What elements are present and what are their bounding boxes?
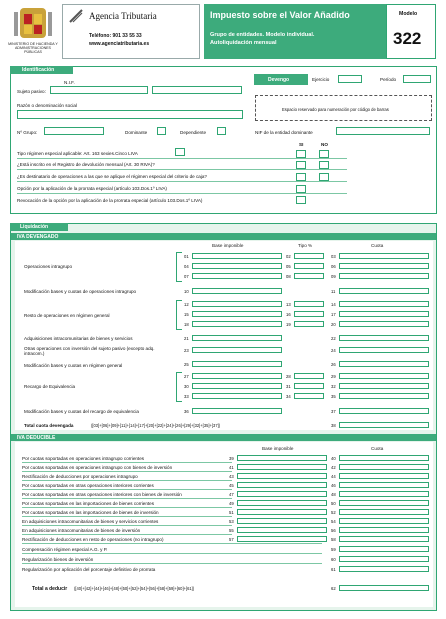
box-20-label: 20 (331, 322, 336, 327)
box-58-label: 58 (331, 537, 336, 542)
ded-row-label: Por cuotas soportadas en las importaciones de bienes corrientes (22, 501, 155, 506)
form-subtitle-2: Autoliquidación mensual (210, 40, 277, 46)
barcode-area (255, 95, 432, 121)
dominante-checkbox[interactable] (157, 127, 166, 135)
box-49-input[interactable] (237, 500, 327, 506)
box-32-label: 32 (331, 384, 336, 389)
box-61-input[interactable] (339, 566, 429, 572)
ejercicio-label: Ejercicio (312, 77, 330, 82)
tipo-regimen-input[interactable] (175, 148, 185, 156)
recargo-label: Recargo de Equivalencia (24, 384, 76, 389)
identificacion-title: Identificación (10, 66, 73, 74)
box-21-label: 21 (184, 336, 189, 341)
op-intragrupo-bracket (176, 252, 182, 282)
nif-input[interactable] (50, 86, 148, 94)
form-title-box (204, 4, 386, 59)
box-07-label: 07 (184, 274, 189, 279)
model-label: Modelo (399, 11, 418, 17)
inscrito-no-checkbox[interactable] (319, 150, 329, 158)
total-devengada-formula: ([03]+[06]+[09]+[11]+[14]+[17]+[20]+[22]+[24]+[26]+[29]+[32]+[35]+[37]) (91, 423, 221, 428)
box-52-label: 52 (331, 510, 336, 515)
dependiente-checkbox[interactable] (217, 127, 226, 135)
coat-of-arms-icon (8, 6, 58, 40)
box-38-label: 38 (331, 423, 336, 428)
ejercicio-input[interactable] (338, 75, 362, 83)
box-13-label: 13 (286, 302, 291, 307)
box-38-input[interactable] (339, 422, 429, 428)
box-31-label: 31 (286, 384, 291, 389)
box-56-label: 56 (331, 528, 336, 533)
ministry-name: MINISTERIO DE HACIENDA Y ADMINISTRACIONES PÚBLICAS (8, 42, 58, 55)
box-39-input[interactable] (237, 455, 327, 461)
form-title: Impuesto sobre el Valor Añadido (210, 10, 350, 20)
box-10-input[interactable] (192, 288, 282, 294)
box-22-input[interactable] (339, 335, 429, 341)
box-47-input[interactable] (237, 491, 327, 497)
iva-deducible-header: IVA DEDUCIBLE (11, 434, 436, 441)
box-06-label: 06 (331, 264, 336, 269)
nif-dominante-label: NIF de la entidad dominante (255, 130, 313, 135)
razon-social-input[interactable] (17, 110, 243, 119)
box-11-input[interactable] (339, 288, 429, 294)
box-39-label: 39 (229, 456, 234, 461)
box-47-label: 47 (229, 492, 234, 497)
devengo-label: Devengo (254, 74, 308, 85)
box-11-label: 11 (331, 289, 336, 294)
ded-cuota-header: Cuota (371, 446, 384, 451)
box-60-input[interactable] (339, 556, 429, 562)
box-55-label: 55 (229, 528, 234, 533)
iva-devengado-header: IVA DEVENGADO (11, 233, 436, 240)
box-19-input[interactable] (294, 321, 324, 327)
operaciones-intragrupo-label: Operaciones intragrupo (24, 264, 73, 269)
box-04-input[interactable] (192, 263, 282, 269)
box-48-label: 48 (331, 492, 336, 497)
box-03-input[interactable] (339, 253, 429, 259)
ded-base-header: Base imponible (262, 446, 294, 451)
ded-row-label: Por cuotas soportadas en otras operaciones interiores corrientes (22, 483, 154, 488)
box-34-label: 34 (286, 394, 291, 399)
box-32-input[interactable] (339, 383, 429, 389)
barcode-note: Espacio reservado para numeración por código de barras (282, 107, 389, 112)
box-50-label: 50 (331, 501, 336, 506)
box-33-input[interactable] (192, 393, 282, 399)
box-06-input[interactable] (339, 263, 429, 269)
box-05-input[interactable] (294, 263, 324, 269)
box-05-label: 05 (286, 264, 291, 269)
box-59-label: 59 (331, 547, 336, 552)
box-08-label: 08 (286, 274, 291, 279)
box-40-input[interactable] (339, 455, 429, 461)
nif-label: N.I.F. (64, 80, 75, 85)
box-03-label: 03 (331, 254, 336, 259)
box-26-label: 26 (331, 362, 336, 367)
destinatario-si-checkbox[interactable] (296, 161, 306, 169)
box-45-input[interactable] (237, 482, 327, 488)
box-49-label: 49 (229, 501, 234, 506)
razon-social-label: Razón o denominación social (17, 103, 78, 108)
box-36-label: 36 (184, 409, 189, 414)
box-56-input[interactable] (339, 527, 429, 533)
dominante-label: Dominante (125, 130, 148, 135)
box-50-input[interactable] (339, 500, 429, 506)
si-header: SI (299, 142, 304, 147)
box-12-input[interactable] (192, 301, 282, 307)
otras-operaciones-label: Otras operaciones con inversión del sujeto pasivo (excepto adq. intracom.) (24, 346, 155, 356)
box-02-label: 02 (286, 254, 291, 259)
total-devengada-label: Total cuota devengada (24, 423, 74, 428)
box-44-input[interactable] (339, 473, 429, 479)
opcion-prorrata-si-checkbox[interactable] (296, 185, 306, 193)
box-22-label: 22 (331, 336, 336, 341)
box-07-input[interactable] (192, 273, 282, 279)
box-02-input[interactable] (294, 253, 324, 259)
box-61-label: 61 (331, 567, 336, 572)
box-51-label: 51 (229, 510, 234, 515)
box-17-input[interactable] (339, 311, 429, 317)
box-62-input[interactable] (339, 585, 429, 591)
box-52-input[interactable] (339, 509, 429, 515)
ded-row-label: Rectificación de deducciones en resto de operaciones (no intragrupo) (22, 537, 164, 542)
box-48-input[interactable] (339, 491, 429, 497)
ded-row-label: Rectificación de deducciones por operaciones intragrupo (22, 474, 138, 479)
box-55-input[interactable] (237, 527, 327, 533)
box-60-label: 60 (331, 557, 336, 562)
box-13-input[interactable] (294, 301, 324, 307)
box-18-label: 18 (184, 322, 189, 327)
deducciones-rows (15, 454, 433, 564)
base-imponible-header: Base imponible (212, 243, 244, 248)
box-04-label: 04 (184, 264, 189, 269)
box-57-input[interactable] (237, 536, 327, 542)
box-18-input[interactable] (192, 321, 282, 327)
box-54-label: 54 (331, 519, 336, 524)
box-57-label: 57 (229, 537, 234, 542)
box-30-input[interactable] (192, 383, 282, 389)
inscrito-si-checkbox[interactable] (296, 150, 306, 158)
box-09-input[interactable] (339, 273, 429, 279)
ded-row-label: Por cuotas soportadas en las importaciones de bienes de inversión (22, 510, 159, 515)
box-14-input[interactable] (339, 301, 429, 307)
box-25-label: 25 (184, 362, 189, 367)
revocacion-prorrata-checkbox[interactable] (296, 196, 306, 204)
box-43-label: 43 (229, 474, 234, 479)
box-43-input[interactable] (237, 473, 327, 479)
box-45-label: 45 (229, 483, 234, 488)
box-27-input[interactable] (192, 373, 282, 379)
tipo-regimen-label: Tipo régimen especial aplicable: Art. 163 sexies.Cinco LIVA (17, 151, 138, 156)
box-46-label: 46 (331, 483, 336, 488)
box-44-label: 44 (331, 474, 336, 479)
total-deducir-label: Total a deducir (32, 586, 68, 592)
destinatario-label: ¿Es destinatario de operaciones a las que se aplique el régimen especial del criterio de caja? (17, 174, 207, 179)
box-19-label: 19 (286, 322, 291, 327)
ded-row-label: Por cuotas soportadas en operaciones intragrupo corrientes (22, 456, 145, 461)
box-23-label: 23 (184, 348, 189, 353)
n-grupo-label: Nº Grupo: (17, 130, 38, 135)
ministry-logo (8, 6, 58, 60)
ded-row-label: Por cuotas soportadas en otras operaciones interiores con bienes de inversión (22, 492, 182, 497)
box-28-label: 28 (286, 374, 291, 379)
box-15-label: 15 (184, 312, 189, 317)
box-53-label: 53 (229, 519, 234, 524)
agency-logo-icon (69, 9, 83, 23)
box-40-label: 40 (331, 456, 336, 461)
box-31-input[interactable] (294, 383, 324, 389)
total-deducir-formula: ([40]+[42]+[44]+[46]+[48]+[50]+[52]+[54]+[56]+[58]+[59]+[60]+[61]) (74, 586, 195, 591)
inscrito-label: ¿Está inscrito en el Registro de devolución mensual (Art. 30 RIVA)? (17, 162, 155, 167)
periodo-input[interactable] (403, 75, 431, 83)
adquisiciones-intra-label: Adquisiciones intracomunitarias de bienes y servicios (24, 336, 133, 341)
box-25-input[interactable] (192, 361, 282, 367)
box-41-label: 41 (229, 465, 234, 470)
ded-row-label: Por cuotas soportadas en operaciones intragrupo con bienes de inversión (22, 465, 173, 470)
box-33-label: 33 (184, 394, 189, 399)
box-35-input[interactable] (339, 393, 429, 399)
no-header: NO (321, 142, 328, 147)
model-box (386, 4, 436, 59)
box-58-input[interactable] (339, 536, 429, 542)
cuota-header: Cuota (371, 243, 384, 248)
model-number: 322 (393, 29, 422, 48)
box-29-label: 29 (331, 374, 336, 379)
box-14-label: 14 (331, 302, 336, 307)
box-21-input[interactable] (192, 335, 282, 341)
box-24-input[interactable] (339, 347, 429, 353)
box-46-input[interactable] (339, 482, 429, 488)
revocacion-prorrata-label: Revocación de la opción por la aplicación de la prorrata especial (artículo 103.Dos.1º LIVA) (17, 198, 203, 203)
periodo-label: Período (380, 77, 397, 82)
n-grupo-input[interactable] (44, 127, 104, 135)
box-09-label: 09 (331, 274, 336, 279)
box-41-input[interactable] (237, 464, 327, 470)
ded-row-label: En adquisiciones intracomunitarias de bienes y servicios corrientes (22, 519, 159, 524)
box-26-input[interactable] (339, 361, 429, 367)
box-37-label: 37 (331, 409, 336, 414)
box-16-label: 16 (286, 312, 291, 317)
ded-row-label: Regularización bienes de inversión (22, 557, 94, 562)
box-62-label: 62 (331, 586, 336, 591)
tipo-header: Tipo % (298, 243, 313, 248)
dependiente-label: Dependiente (180, 130, 207, 135)
box-16-input[interactable] (294, 311, 324, 317)
box-15-input[interactable] (192, 311, 282, 317)
box-34-input[interactable] (294, 393, 324, 399)
sujeto-pasivo-input[interactable] (152, 86, 242, 94)
box-24-label: 24 (331, 348, 336, 353)
opcion-prorrata-label: Opción por la aplicación de la prorrata especial (artículo 103.Dos.1º LIVA) (17, 186, 167, 191)
agency-web: www.agenciatributaria.es (89, 41, 150, 47)
destinatario-no-checkbox[interactable] (319, 161, 329, 169)
box-12-label: 12 (184, 302, 189, 307)
box-53-input[interactable] (237, 518, 327, 524)
box-23-input[interactable] (192, 347, 282, 353)
ded-row-label: En adquisiciones intracomunitarias de bienes de inversión (22, 528, 141, 533)
box-42-input[interactable] (339, 464, 429, 470)
box-37-input[interactable] (339, 408, 429, 414)
agency-name: Agencia Tributaria (89, 11, 157, 21)
box-59-input[interactable] (339, 546, 429, 552)
box-29-input[interactable] (339, 373, 429, 379)
box-01-input[interactable] (192, 253, 282, 259)
agency-phone: Teléfono: 901 33 55 33 (89, 33, 142, 39)
box-01-label: 01 (184, 254, 189, 259)
nif-dominante-input[interactable] (336, 127, 430, 135)
ded-row-label: Compensación régimen especial A.G. y P. (22, 547, 108, 552)
resto-operaciones-label: Resto de operaciones en régimen general (24, 313, 110, 318)
box-28-input[interactable] (294, 373, 324, 379)
box-10-label: 10 (184, 289, 189, 294)
liquidacion-title: Liquidación (10, 223, 68, 231)
resto-bracket (176, 300, 182, 330)
sujeto-pasivo-label: Sujeto pasivo: (17, 89, 46, 94)
agency-box (62, 4, 200, 59)
box-51-input[interactable] (237, 509, 327, 515)
box-08-input[interactable] (294, 273, 324, 279)
box-17-label: 17 (331, 312, 336, 317)
form-subtitle-1: Grupo de entidades. Modelo individual. (210, 32, 315, 38)
modificacion-general-label: Modificación bases y cuotas en régimen general (24, 363, 123, 368)
box-42-label: 42 (331, 465, 336, 470)
box-54-input[interactable] (339, 518, 429, 524)
modificacion-intragrupo-label: Modificación bases y cuotas de operaciones intragrupo (24, 289, 137, 294)
box-36-input[interactable] (192, 408, 282, 414)
box-35-label: 35 (331, 394, 336, 399)
ded-row-label: Regularización por aplicación del porcentaje definitivo de prorrata (22, 567, 156, 572)
modificacion-recargo-label: Modificación bases y cuotas del recargo de equivalencia (24, 409, 139, 414)
box-30-label: 30 (184, 384, 189, 389)
destinatario-no2-checkbox[interactable] (319, 173, 329, 181)
box-20-input[interactable] (339, 321, 429, 327)
box-27-label: 27 (184, 374, 189, 379)
opcion-prorrata-checkbox[interactable] (296, 173, 306, 181)
recargo-bracket (176, 372, 182, 402)
